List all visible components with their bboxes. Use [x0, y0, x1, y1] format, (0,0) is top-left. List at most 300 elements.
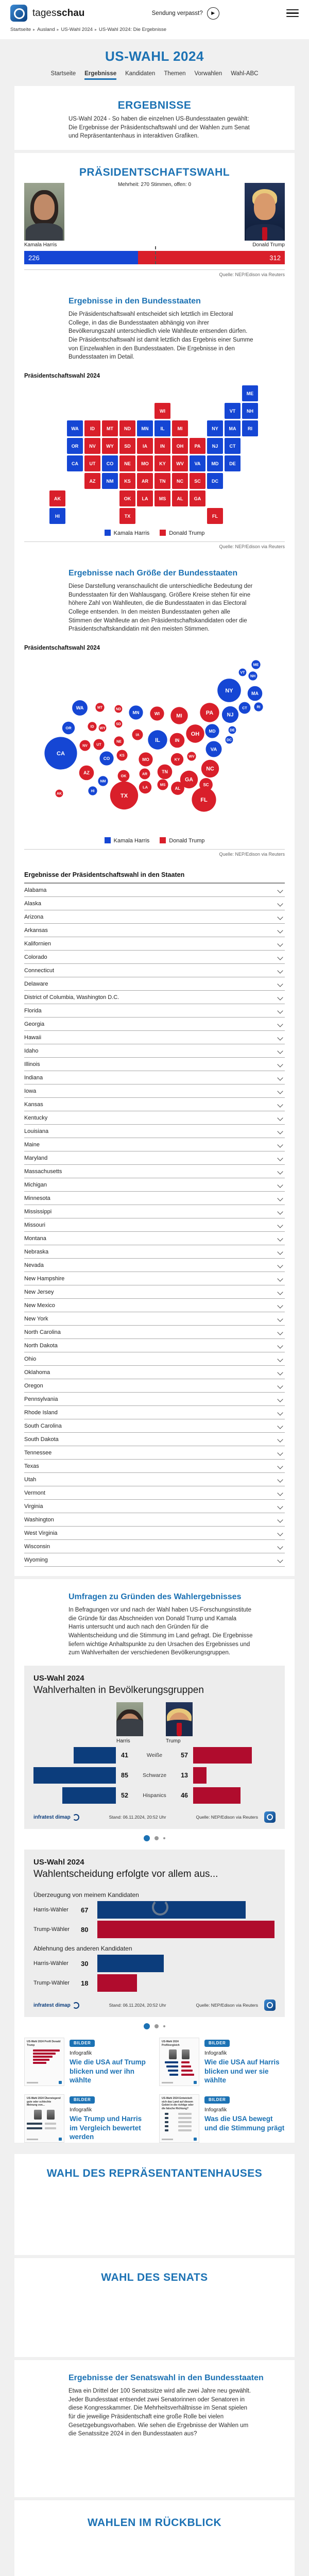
state-tile-AR[interactable]: AR — [137, 473, 153, 489]
state-accordion-row[interactable] — [24, 1312, 285, 1326]
teaser-thumbnail — [24, 2038, 64, 2086]
state-accordion-row[interactable] — [24, 1218, 285, 1232]
state-accordion-row[interactable] — [24, 1352, 285, 1366]
state-bubble-label: TN — [162, 769, 168, 775]
state-tile-NM[interactable]: NM — [102, 473, 118, 489]
trump-bar-zone — [193, 1747, 276, 1764]
thumbnail-graphic — [27, 2049, 62, 2064]
state-bubble-label: NY — [225, 687, 233, 694]
carousel-dot-active[interactable] — [144, 2023, 150, 2029]
chart1-stand: Stand: 06.11.2024, 20:52 Uhr — [109, 1815, 166, 1820]
value-label: 80 — [81, 1925, 89, 1934]
chart-wahlverhalten-panel — [24, 1666, 285, 1829]
teaser-kicker: Infografik — [70, 2050, 92, 2057]
ergebnisse-heading: ERGEBNISSE — [117, 99, 192, 111]
thumbnail-footer — [27, 2138, 62, 2141]
state-accordion-row[interactable] — [24, 910, 285, 924]
state-accordion-row[interactable] — [24, 1044, 285, 1058]
chevron-down-icon — [277, 1410, 283, 1415]
legend-harris: Kamala Harris — [105, 530, 150, 536]
state-bubble-label: DC — [226, 738, 232, 742]
state-tile-MD[interactable]: MD — [207, 455, 223, 471]
state-tile-UT[interactable]: UT — [84, 455, 100, 471]
state-bubble-label: AK — [56, 792, 62, 796]
chart1-footer — [33, 1811, 276, 1823]
state-accordion-row[interactable] — [24, 1299, 285, 1312]
infratest-dimap-logo: infratest dimap — [33, 2002, 79, 2009]
majority-marker — [155, 246, 156, 264]
chevron-down-icon — [277, 1356, 283, 1362]
chart-wahlentscheidung-panel — [24, 1850, 285, 2017]
chart2-footer — [33, 1999, 276, 2011]
state-tile-OR[interactable]: OR — [67, 438, 83, 454]
state-tile-AZ[interactable]: AZ — [84, 473, 100, 489]
state-name: Louisiana — [24, 1128, 49, 1134]
state-tile-AL[interactable]: AL — [172, 490, 188, 506]
top-bar — [0, 0, 309, 24]
tab-ergebnisse[interactable]: Ergebnisse — [84, 71, 116, 80]
breadcrumb-separator-icon: ▸ — [94, 27, 97, 32]
state-accordion-row[interactable] — [24, 1285, 285, 1299]
state-accordion-row[interactable] — [24, 991, 285, 1004]
state-name: Kentucky — [24, 1114, 48, 1121]
trump-bar — [193, 1767, 207, 1784]
state-name: Illinois — [24, 1061, 40, 1067]
state-tile-MI[interactable]: MI — [172, 420, 188, 436]
state-tile-VA[interactable]: VA — [190, 455, 205, 471]
trump-bar-zone — [193, 1787, 276, 1804]
carousel-dots — [14, 2023, 295, 2029]
infratest-dimap-logo: infratest dimap — [33, 1814, 79, 1821]
teaser-kicker: Infografik — [204, 2107, 227, 2113]
state-name: Nebraska — [24, 1248, 49, 1255]
state-bubble-label: NM — [100, 779, 106, 784]
teaser-title[interactable]: Wie Trump und Harris im Vergleich bewertet werden — [70, 2115, 142, 2141]
state-accordion-row[interactable] — [24, 1513, 285, 1527]
teaser-card[interactable] — [24, 2038, 150, 2086]
ard-mini-icon — [59, 2081, 62, 2084]
breadcrumb-item[interactable]: US-Wahl 2024 — [61, 27, 93, 32]
state-accordion-row[interactable] — [24, 1259, 285, 1272]
breadcrumb-item[interactable]: US-Wahl 2024: Die Ergebnisse — [98, 27, 167, 32]
state-name: South Carolina — [24, 1422, 62, 1429]
state-tile-DC[interactable]: DC — [207, 473, 223, 489]
state-name: Delaware — [24, 980, 48, 987]
chevron-down-icon — [277, 941, 283, 946]
carousel-dot[interactable] — [154, 1836, 159, 1840]
state-tile-WA[interactable]: WA — [67, 420, 83, 436]
chevron-down-icon — [277, 1115, 283, 1121]
legend-harris: Kamala Harris — [105, 837, 150, 844]
state-tile-OH[interactable]: OH — [172, 438, 188, 454]
chevron-down-icon — [277, 1035, 283, 1040]
chevron-down-icon — [277, 914, 283, 920]
chevron-down-icon — [277, 1155, 283, 1161]
state-tile-GA[interactable]: GA — [190, 490, 205, 506]
teaser-card[interactable] — [159, 2094, 285, 2143]
state-accordion-row[interactable] — [24, 1004, 285, 1018]
state-tile-RI[interactable]: RI — [242, 420, 258, 436]
state-tile-MT[interactable]: MT — [102, 420, 118, 436]
state-accordion-row[interactable] — [24, 1111, 285, 1125]
value-label: 67 — [81, 1906, 89, 1914]
chart2-group-label: Ablehnung des anderen Kandidaten — [33, 1945, 132, 1953]
praesidentschaftswahl-card — [14, 153, 295, 1576]
voter-group-label: Harris-Wähler — [33, 1960, 68, 1967]
state-tile-PA[interactable]: PA — [190, 438, 205, 454]
state-name: New Mexico — [24, 1302, 55, 1309]
us-states-map[interactable] — [49, 385, 260, 526]
tab-vorwahlen[interactable]: Vorwahlen — [194, 71, 222, 77]
harris-photo — [116, 1702, 143, 1736]
teaser-title[interactable]: Wie die USA auf Trump blicken und wer ihn wählte — [70, 2058, 146, 2084]
map-label: Präsidentschaftswahl 2024 — [24, 373, 100, 380]
carousel-dot[interactable] — [163, 2025, 165, 2027]
state-accordion-row[interactable] — [24, 884, 285, 897]
state-accordion-row[interactable] — [24, 1125, 285, 1138]
state-accordion-row[interactable] — [24, 1419, 285, 1433]
chevron-down-icon — [277, 1503, 283, 1509]
state-tile-WY[interactable]: WY — [102, 438, 118, 454]
bilder-badge: BILDER — [70, 2040, 95, 2047]
state-accordion-row[interactable] — [24, 1272, 285, 1285]
state-tile-WI[interactable]: WI — [154, 403, 170, 419]
state-name: West Virginia — [24, 1530, 58, 1536]
teaser-card[interactable] — [24, 2094, 150, 2143]
chevron-down-icon — [277, 1450, 283, 1455]
state-bubble-label: IL — [155, 737, 160, 743]
state-tile-TX[interactable]: TX — [119, 508, 135, 524]
teaser-body — [70, 2094, 150, 2143]
state-name: Virginia — [24, 1503, 43, 1510]
state-bubble-label: ID — [90, 725, 94, 729]
value-label: 18 — [81, 1979, 89, 1987]
state-tile-MA[interactable]: MA — [225, 420, 241, 436]
state-accordion-row[interactable] — [24, 1058, 285, 1071]
state-tile-NC[interactable]: NC — [172, 473, 188, 489]
state-tile-TN[interactable]: TN — [154, 473, 170, 489]
state-name: New York — [24, 1315, 48, 1322]
state-accordion-row[interactable] — [24, 1553, 285, 1567]
state-accordion-row[interactable] — [24, 1071, 285, 1084]
bubble-map-label: Präsidentschaftswahl 2024 — [24, 645, 100, 652]
state-name: Oregon — [24, 1382, 43, 1389]
chevron-down-icon — [277, 1463, 283, 1469]
state-accordion-row[interactable] — [24, 1192, 285, 1205]
state-name: Alaska — [24, 900, 42, 907]
row-labels — [116, 1772, 193, 1779]
state-name: Arkansas — [24, 927, 48, 934]
brand-wordmark[interactable] — [32, 8, 84, 19]
state-tile-IN[interactable]: IN — [154, 438, 170, 454]
category-label: Weiße — [146, 1752, 163, 1759]
mini-photo — [47, 2110, 55, 2120]
play-icon[interactable]: ▶ — [207, 7, 219, 20]
state-tile-CO[interactable]: CO — [102, 455, 118, 471]
chevron-down-icon — [277, 1517, 283, 1522]
state-tile-MN[interactable]: MN — [137, 420, 153, 436]
carousel-dot-active[interactable] — [144, 1835, 150, 1841]
thumbnail-caption: US-Wahl 2024 Überwiegend gute oder schlechte Meinung von... — [27, 2097, 61, 2107]
chart1-rows — [33, 1747, 276, 1804]
chevron-down-icon — [277, 1048, 283, 1054]
chevron-down-icon — [277, 901, 283, 906]
state-tile-MO[interactable]: MO — [137, 455, 153, 471]
chevron-down-icon — [277, 1316, 283, 1321]
state-accordion-row[interactable] — [24, 977, 285, 991]
chevron-down-icon — [277, 1088, 283, 1094]
state-tile-MS[interactable]: MS — [154, 490, 170, 506]
chart2-row — [33, 1974, 276, 1992]
state-tile-WV[interactable]: WV — [172, 455, 188, 471]
state-bubble-label: IA — [135, 733, 140, 737]
state-results-heading: Ergebnisse der Präsidentschaftswahl in den Staaten — [24, 871, 185, 879]
state-bubble-label: LA — [143, 785, 148, 790]
state-accordion-row[interactable] — [24, 964, 285, 977]
chart1-photos — [33, 1702, 276, 1744]
loading-spinner-icon — [152, 1899, 168, 1916]
repraesentantenhaus-heading: WAHL DES REPRÄSENTANTENHAUSES — [46, 2167, 263, 2180]
state-tile-KY[interactable]: KY — [154, 455, 170, 471]
state-name: Hawaii — [24, 1034, 42, 1041]
senat-heading: WAHL DES SENATS — [101, 2272, 208, 2284]
teaser-title[interactable]: Was die USA bewegt und die Stimmung prägt — [204, 2115, 285, 2132]
tab-wahl-abc[interactable]: Wahl-ABC — [231, 71, 259, 77]
state-name: Massachusetts — [24, 1168, 62, 1175]
state-accordion-row[interactable] — [24, 1460, 285, 1473]
chevron-down-icon — [277, 1235, 283, 1241]
state-tile-NE[interactable]: NE — [119, 455, 135, 471]
senatswahl-card — [14, 2360, 295, 2497]
bilder-badge: BILDER — [70, 2096, 95, 2104]
teaser-kicker: Infografik — [70, 2107, 92, 2113]
state-name: Wyoming — [24, 1556, 48, 1563]
chart2-row — [33, 1954, 276, 1973]
state-accordion-row[interactable] — [24, 1366, 285, 1379]
state-accordion-row[interactable] — [24, 1138, 285, 1151]
state-bubble-label: SC — [203, 782, 209, 787]
state-accordion-row[interactable] — [24, 937, 285, 951]
state-accordion-row[interactable] — [24, 1446, 285, 1460]
chevron-down-icon — [277, 1289, 283, 1295]
state-tile-ME[interactable]: ME — [242, 385, 258, 401]
electoral-vote-bar[interactable] — [24, 251, 285, 264]
state-tile-ND[interactable]: ND — [119, 420, 135, 436]
chart2-group-label: Überzeugung von meinem Kandidaten — [33, 1891, 139, 1899]
state-bubble-label: GA — [184, 776, 194, 783]
state-accordion-row[interactable] — [24, 897, 285, 910]
state-bubble-label: MA — [251, 691, 259, 697]
chart1-title: Wahlverhalten in Bevölkerungsgruppen — [33, 1685, 204, 1696]
state-name: North Carolina — [24, 1329, 61, 1335]
senatswahl-heading: Ergebnisse der Senatswahl in den Bundesstaaten — [68, 2374, 264, 2383]
map-legend — [14, 530, 295, 536]
rueckblick-heading: WAHLEN IM RÜCKBLICK — [87, 2517, 222, 2529]
state-accordion-row[interactable] — [24, 1165, 285, 1178]
state-accordion-row[interactable] — [24, 1486, 285, 1500]
tagesschau-logo-icon[interactable] — [10, 5, 27, 22]
infratest-dimap-icon — [73, 2002, 79, 2009]
mini-photo — [169, 2049, 177, 2059]
state-accordion-row[interactable] — [24, 1500, 285, 1513]
legend-trump: Donald Trump — [160, 837, 204, 844]
state-accordion-row[interactable] — [24, 1098, 285, 1111]
state-accordion-row[interactable] — [24, 1018, 285, 1031]
harris-bar-zone — [33, 1767, 116, 1784]
umfragen-card — [14, 1579, 295, 2143]
state-name: Arizona — [24, 913, 44, 920]
praesidentschaftswahl-heading: PRÄSIDENTSCHAFTSWAHL — [79, 166, 230, 179]
state-accordion-row[interactable] — [24, 1339, 285, 1352]
infratest-dimap-icon — [73, 1814, 79, 1821]
chevron-down-icon — [277, 1101, 283, 1107]
state-tile-SC[interactable]: SC — [190, 473, 205, 489]
state-tile-FL[interactable]: FL — [207, 508, 223, 524]
chevron-down-icon — [277, 1557, 283, 1563]
state-name: Alabama — [24, 887, 47, 893]
menu-icon[interactable] — [286, 9, 299, 18]
chart2-stand: Stand: 06.11.2024, 20:52 Uhr — [109, 2003, 166, 2008]
harris-value: 41 — [121, 1752, 128, 1759]
trump-name: Donald Trump — [252, 242, 285, 248]
breadcrumb-item[interactable]: Startseite — [10, 27, 31, 32]
state-tile-AK[interactable]: AK — [49, 490, 65, 506]
state-tile-OK[interactable]: OK — [119, 490, 135, 506]
state-accordion-row[interactable] — [24, 924, 285, 937]
trump-votes: 312 — [269, 253, 281, 262]
state-tile-CT[interactable]: CT — [225, 438, 241, 454]
state-name: South Dakota — [24, 1436, 59, 1443]
state-accordion-row[interactable] — [24, 1540, 285, 1553]
state-tile-LA[interactable]: LA — [137, 490, 153, 506]
chevron-down-icon — [277, 1530, 283, 1536]
chevron-down-icon — [277, 1343, 283, 1348]
breadcrumb-item[interactable]: Ausland — [37, 27, 55, 32]
state-tile-CA[interactable]: CA — [67, 455, 83, 471]
teaser-thumbnail — [159, 2094, 199, 2143]
candidate-names — [24, 241, 285, 250]
state-accordion-row[interactable] — [24, 1527, 285, 1540]
state-accordion-row[interactable] — [24, 1232, 285, 1245]
state-bubble-label: AL — [175, 786, 181, 791]
state-accordion-row[interactable] — [24, 1031, 285, 1044]
state-accordion-row[interactable] — [24, 1473, 285, 1486]
state-name: Ohio — [24, 1355, 37, 1362]
senatswahl-text: Etwa ein Drittel der 100 Senatssitze wird alle zwei Jahre neu gewählt. Jeder Bundesstaat entsendet zwei Senatorinnen oder Senatoren in diese Kongresskammer. Die Mehrheitsverhältnisse im Senat spielen für die jeweilige Präsidentschaft eine große Rolle bei vielen Gesetzgebungsvorhaben. Wie sehen die Ergebnisse der Wahlen um die Senatssitze 2024 in den Bundesstaaten aus? — [68, 2388, 251, 2437]
chevron-down-icon — [277, 1195, 283, 1201]
state-name: Florida — [24, 1007, 42, 1014]
state-bubble-label: UT — [96, 743, 101, 747]
trump-column — [166, 1702, 193, 1744]
state-accordion-row[interactable] — [24, 1406, 285, 1419]
state-tile-IA[interactable]: IA — [137, 438, 153, 454]
mini-photo — [182, 2049, 190, 2059]
source-line: Quelle: NEP/Edison via Reuters — [24, 849, 285, 863]
electoral-bubble-map[interactable] — [24, 655, 285, 833]
state-tile-SD[interactable]: SD — [119, 438, 135, 454]
thumbnail-caption: US-Wahl 2024 Entwickelt sich das Land auf diesem Gebiet in die richtige oder die falsche Richtung? — [162, 2097, 194, 2110]
state-bubble-label: NH — [250, 674, 256, 679]
chevron-down-icon — [277, 1369, 283, 1375]
legend-trump: Donald Trump — [160, 530, 204, 536]
carousel-dot[interactable] — [154, 2024, 159, 2028]
state-accordion-row[interactable] — [24, 1084, 285, 1098]
state-accordion-row[interactable] — [24, 1178, 285, 1192]
state-bubble-label: OK — [121, 774, 127, 778]
tab-themen[interactable]: Themen — [164, 71, 186, 77]
chevron-down-icon — [277, 994, 283, 1000]
teaser-card[interactable] — [159, 2038, 285, 2086]
state-bubble-label: VA — [210, 747, 217, 753]
state-tile-HI[interactable]: HI — [49, 508, 65, 524]
ard-logo-icon — [264, 1999, 276, 2011]
trump-value: 13 — [181, 1772, 188, 1780]
state-tile-NY[interactable]: NY — [207, 420, 223, 436]
trump-bar — [193, 1787, 241, 1804]
state-tile-NJ[interactable]: NJ — [207, 438, 223, 454]
state-name: Oklahoma — [24, 1369, 50, 1376]
state-tile-NV[interactable]: NV — [84, 438, 100, 454]
chevron-down-icon — [277, 1021, 283, 1027]
state-name: Pennsylvania — [24, 1396, 58, 1402]
state-accordion-row[interactable] — [24, 1205, 285, 1218]
tab-kandidaten[interactable]: Kandidaten — [125, 71, 156, 77]
carousel-dot[interactable] — [163, 1837, 165, 1839]
thumbnail-graphic — [162, 2113, 197, 2132]
breadcrumb-separator-icon: ▸ — [33, 27, 36, 32]
chart2-kicker: US-Wahl 2024 — [33, 1858, 84, 1867]
umfragen-text: In Befragungen vor und nach der Wahl haben US-Forschungsinstitute die Gründe für das Abschneiden von Donald Trump und Kamala Harris untersucht und auch nach den Gründen für die Wahlentscheidung und die Stimmung im Land gefragt. Die Ergebnisse liefern wichtige Anhaltspunkte zu den Ursachen des Ergebnisses und zum Wahlverhalten der verschiedenen Bevölkerungsgruppen. — [68, 1607, 253, 1656]
state-accordion-row[interactable] — [24, 951, 285, 964]
state-tile-KS[interactable]: KS — [119, 473, 135, 489]
harris-bar-zone — [33, 1747, 116, 1764]
harris-bar — [62, 1787, 116, 1804]
teaser-grid — [24, 2038, 285, 2143]
chevron-down-icon — [277, 954, 283, 960]
state-accordion-row[interactable] — [24, 1379, 285, 1393]
thumbnail-footer — [162, 2081, 197, 2084]
state-bubble-label: WI — [154, 711, 160, 717]
bundesstaaten-heading: Ergebnisse in den Bundesstaaten — [68, 297, 201, 306]
sendung-verpasst-button[interactable] — [152, 7, 219, 20]
state-bubble-label: WA — [76, 705, 84, 711]
state-tile-IL[interactable]: IL — [154, 420, 170, 436]
state-bubble-label: IN — [175, 738, 180, 743]
state-tile-NH[interactable]: NH — [242, 403, 258, 419]
tab-startseite[interactable]: Startseite — [50, 71, 76, 77]
state-accordion-row[interactable] — [24, 1433, 285, 1446]
groesse-text: Diese Darstellung veranschaulicht die unterschiedliche Bedeutung der Bundesstaaten für den Wahlausgang. Größere Kreise stehen für eine höhere Zahl von Wahlleuten, die die Bundesstaaten in das Electoral College entsenden. In den meisten Bundesstaaten gehen alle Stimmen der Wahlleute an den Präsidentschaftskandidaten oder die Präsidentschaftskandidatin mit den meisten Stimmen. — [68, 583, 253, 633]
state-name: Colorado — [24, 954, 47, 960]
state-name: Texas — [24, 1463, 39, 1469]
state-accordion-row[interactable] — [24, 1245, 285, 1259]
state-tile-ID[interactable]: ID — [84, 420, 100, 436]
state-accordion-row[interactable] — [24, 1393, 285, 1406]
trump-photo — [166, 1702, 193, 1736]
state-tile-VT[interactable]: VT — [225, 403, 241, 419]
state-bubble-label: HI — [91, 789, 95, 793]
brand-light: tages — [32, 7, 57, 19]
state-name: Utah — [24, 1476, 37, 1483]
chevron-down-icon — [277, 1262, 283, 1268]
state-accordion-row[interactable] — [24, 1151, 285, 1165]
state-tile-DE[interactable]: DE — [225, 455, 241, 471]
state-accordion-row[interactable] — [24, 1326, 285, 1339]
state-name: District of Columbia, Washington D.C. — [24, 994, 119, 1001]
state-bubble-label: CO — [103, 756, 110, 761]
state-bubble-label: WY — [99, 726, 106, 731]
teaser-title[interactable]: Wie die USA auf Harris blicken und wer sie wählte — [204, 2058, 280, 2084]
